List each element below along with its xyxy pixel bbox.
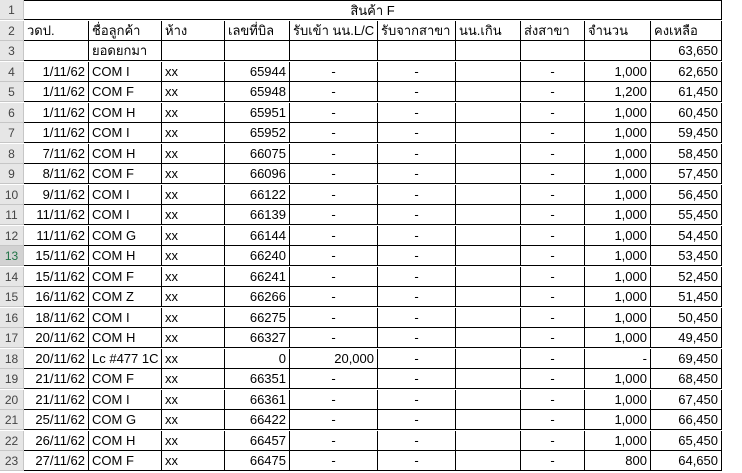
data-cell[interactable]: 26/11/62 <box>24 431 89 451</box>
data-cell[interactable]: - <box>290 369 378 389</box>
data-cell[interactable]: xx <box>162 62 225 82</box>
data-cell[interactable]: xx <box>162 144 225 164</box>
cell[interactable] <box>24 41 89 61</box>
sheet-row <box>0 185 742 205</box>
data-cell[interactable]: COM F <box>89 164 162 184</box>
data-cell[interactable]: xx <box>162 369 225 389</box>
data-cell[interactable]: 1,000 <box>585 390 651 410</box>
data-cell[interactable]: - <box>290 246 378 266</box>
cell[interactable] <box>162 41 225 61</box>
header-cell[interactable]: รับเข้า นน.L/C <box>290 21 378 41</box>
data-cell[interactable] <box>456 144 521 164</box>
row-header[interactable]: 20 <box>0 390 24 410</box>
data-cell[interactable]: - <box>290 123 378 143</box>
sheet-row <box>0 431 742 451</box>
data-cell[interactable]: 20,000 <box>290 349 378 369</box>
sheet-row <box>0 41 742 61</box>
data-cell[interactable] <box>456 287 521 307</box>
row-header[interactable]: 18 <box>0 349 24 369</box>
data-cell[interactable]: 59,450 <box>651 123 722 143</box>
data-cell[interactable]: COM F <box>89 267 162 287</box>
header-cell[interactable]: จำนวน <box>585 21 651 41</box>
data-cell[interactable]: - <box>290 390 378 410</box>
data-cell[interactable]: 66139 <box>225 205 290 225</box>
row-header[interactable]: 4 <box>0 62 24 82</box>
data-cell[interactable]: COM I <box>89 308 162 328</box>
data-cell[interactable]: - <box>290 451 378 471</box>
sheet-row <box>0 144 742 164</box>
data-cell[interactable]: Lc #477 1C <box>89 349 162 369</box>
data-cell[interactable] <box>456 349 521 369</box>
data-cell[interactable]: 25/11/62 <box>24 410 89 430</box>
sheet-row <box>0 62 742 82</box>
data-cell[interactable]: COM I <box>89 205 162 225</box>
data-cell[interactable]: 51,450 <box>651 287 722 307</box>
data-cell[interactable]: 49,450 <box>651 328 722 348</box>
data-cell[interactable]: 55,450 <box>651 205 722 225</box>
data-cell[interactable]: - <box>521 287 585 307</box>
data-cell[interactable]: - <box>378 308 456 328</box>
data-cell[interactable]: 20/11/62 <box>24 328 89 348</box>
data-cell[interactable]: 1,000 <box>585 164 651 184</box>
data-cell[interactable]: 1/11/62 <box>24 82 89 102</box>
row-header[interactable]: 22 <box>0 431 24 451</box>
data-cell[interactable]: 1,000 <box>585 185 651 205</box>
sheet-row <box>0 410 742 430</box>
data-cell[interactable]: 1/11/62 <box>24 103 89 123</box>
data-cell[interactable]: - <box>521 308 585 328</box>
data-cell[interactable]: - <box>290 164 378 184</box>
data-cell[interactable]: 27/11/62 <box>24 451 89 471</box>
row-header[interactable]: 2 <box>0 21 24 41</box>
row-header[interactable]: 1 <box>0 0 24 20</box>
data-cell[interactable] <box>456 62 521 82</box>
row-header[interactable]: 15 <box>0 287 24 307</box>
row-header[interactable]: 13 <box>0 246 24 266</box>
data-cell[interactable]: - <box>378 349 456 369</box>
data-cell[interactable]: 66240 <box>225 246 290 266</box>
data-cell[interactable]: 1,000 <box>585 308 651 328</box>
data-cell[interactable]: 66266 <box>225 287 290 307</box>
data-cell[interactable]: xx <box>162 451 225 471</box>
data-cell[interactable]: - <box>521 369 585 389</box>
data-cell[interactable] <box>456 103 521 123</box>
data-cell[interactable]: - <box>378 144 456 164</box>
data-cell[interactable] <box>456 451 521 471</box>
sheet-row <box>0 390 742 410</box>
data-cell[interactable]: 0 <box>225 349 290 369</box>
data-cell[interactable]: COM G <box>89 226 162 246</box>
data-cell[interactable]: - <box>290 185 378 205</box>
data-cell[interactable] <box>456 390 521 410</box>
data-cell[interactable]: 66122 <box>225 185 290 205</box>
data-cell[interactable]: - <box>521 226 585 246</box>
data-cell[interactable]: - <box>378 164 456 184</box>
data-cell[interactable]: COM Z <box>89 287 162 307</box>
data-cell[interactable]: COM F <box>89 451 162 471</box>
row-header[interactable]: 23 <box>0 451 24 471</box>
data-cell[interactable]: xx <box>162 164 225 184</box>
data-cell[interactable]: xx <box>162 185 225 205</box>
data-cell[interactable]: - <box>521 246 585 266</box>
data-cell[interactable]: xx <box>162 205 225 225</box>
sheet-row <box>0 205 742 225</box>
data-cell[interactable]: - <box>585 349 651 369</box>
sheet-row <box>0 369 742 389</box>
data-cell[interactable]: 1,000 <box>585 62 651 82</box>
data-cell[interactable]: 66475 <box>225 451 290 471</box>
data-cell[interactable]: - <box>521 123 585 143</box>
data-cell[interactable]: 15/11/62 <box>24 246 89 266</box>
data-cell[interactable]: xx <box>162 226 225 246</box>
data-cell[interactable]: - <box>378 410 456 430</box>
data-cell[interactable]: - <box>378 185 456 205</box>
row-header[interactable]: 16 <box>0 308 24 328</box>
sheet-row <box>0 21 742 41</box>
sheet-row <box>0 226 742 246</box>
cell[interactable] <box>456 41 521 61</box>
data-cell[interactable]: - <box>378 103 456 123</box>
data-cell[interactable]: - <box>290 328 378 348</box>
data-cell[interactable]: COM H <box>89 431 162 451</box>
data-cell[interactable]: - <box>290 82 378 102</box>
data-cell[interactable]: 1,000 <box>585 123 651 143</box>
data-cell[interactable]: xx <box>162 308 225 328</box>
data-cell[interactable]: 11/11/62 <box>24 226 89 246</box>
data-cell[interactable]: xx <box>162 267 225 287</box>
data-cell[interactable]: - <box>521 451 585 471</box>
data-cell[interactable]: - <box>521 390 585 410</box>
data-cell[interactable]: - <box>521 185 585 205</box>
data-cell[interactable]: xx <box>162 410 225 430</box>
data-cell[interactable]: 66327 <box>225 328 290 348</box>
header-cell[interactable]: วดป. <box>24 21 89 41</box>
sheet-row <box>0 164 742 184</box>
data-cell[interactable]: xx <box>162 349 225 369</box>
sheet-row <box>0 0 742 20</box>
data-cell[interactable]: 66144 <box>225 226 290 246</box>
data-cell[interactable]: 1,000 <box>585 410 651 430</box>
data-cell[interactable]: 68,450 <box>651 369 722 389</box>
data-cell[interactable]: 56,450 <box>651 185 722 205</box>
row-header[interactable]: 19 <box>0 369 24 389</box>
data-cell[interactable]: 66361 <box>225 390 290 410</box>
data-cell[interactable]: 1/11/62 <box>24 62 89 82</box>
sheet-row <box>0 287 742 307</box>
data-cell[interactable]: 65952 <box>225 123 290 143</box>
cell[interactable] <box>521 41 585 61</box>
data-cell[interactable]: 1,200 <box>585 82 651 102</box>
data-cell[interactable]: 66422 <box>225 410 290 430</box>
sheet-row <box>0 246 742 266</box>
data-cell[interactable]: - <box>521 431 585 451</box>
data-cell[interactable]: COM F <box>89 82 162 102</box>
data-cell[interactable]: 65951 <box>225 103 290 123</box>
data-cell[interactable] <box>456 328 521 348</box>
row-header[interactable]: 12 <box>0 226 24 246</box>
row-header[interactable]: 9 <box>0 164 24 184</box>
sheet-row <box>0 82 742 102</box>
data-cell[interactable]: xx <box>162 328 225 348</box>
data-cell[interactable]: - <box>521 82 585 102</box>
data-cell[interactable]: - <box>290 267 378 287</box>
sheet-row <box>0 349 742 369</box>
data-cell[interactable]: - <box>290 62 378 82</box>
row-header[interactable]: 11 <box>0 205 24 225</box>
data-cell[interactable] <box>456 185 521 205</box>
data-cell[interactable]: 7/11/62 <box>24 144 89 164</box>
data-cell[interactable]: 20/11/62 <box>24 349 89 369</box>
data-cell[interactable]: - <box>290 308 378 328</box>
data-cell[interactable]: 1,000 <box>585 205 651 225</box>
sheet-row <box>0 123 742 143</box>
row-header[interactable]: 6 <box>0 103 24 123</box>
header-cell[interactable]: ส่งสาขา <box>521 21 585 41</box>
data-cell[interactable]: - <box>521 103 585 123</box>
data-cell[interactable]: xx <box>162 123 225 143</box>
header-cell[interactable]: คงเหลือ <box>651 21 722 41</box>
data-cell[interactable]: 66241 <box>225 267 290 287</box>
data-cell[interactable]: 8/11/62 <box>24 164 89 184</box>
data-cell[interactable]: 15/11/62 <box>24 267 89 287</box>
data-cell[interactable] <box>456 164 521 184</box>
data-cell[interactable]: - <box>378 123 456 143</box>
title-cell[interactable]: สินค้า F <box>24 0 722 20</box>
sheet-row <box>0 308 742 328</box>
header-cell[interactable]: ชื่อลูกค้า <box>89 21 162 41</box>
data-cell[interactable] <box>456 82 521 102</box>
data-cell[interactable]: 66275 <box>225 308 290 328</box>
sheet-row <box>0 328 742 348</box>
data-cell[interactable]: 67,450 <box>651 390 722 410</box>
data-cell[interactable]: COM I <box>89 123 162 143</box>
data-cell[interactable]: - <box>521 328 585 348</box>
data-cell[interactable]: COM I <box>89 390 162 410</box>
row-header[interactable]: 14 <box>0 267 24 287</box>
data-cell[interactable]: 66457 <box>225 431 290 451</box>
data-cell[interactable]: 16/11/62 <box>24 287 89 307</box>
data-cell[interactable]: - <box>521 164 585 184</box>
data-cell[interactable]: 52,450 <box>651 267 722 287</box>
data-cell[interactable]: 66,450 <box>651 410 722 430</box>
data-cell[interactable]: xx <box>162 390 225 410</box>
data-cell[interactable]: COM H <box>89 103 162 123</box>
row-header[interactable]: 17 <box>0 328 24 348</box>
cell[interactable] <box>585 41 651 61</box>
data-cell[interactable]: - <box>378 205 456 225</box>
data-cell[interactable]: - <box>378 226 456 246</box>
data-cell[interactable]: 64,650 <box>651 451 722 471</box>
data-cell[interactable]: - <box>378 431 456 451</box>
data-cell[interactable]: 50,450 <box>651 308 722 328</box>
data-cell[interactable]: - <box>290 410 378 430</box>
data-cell[interactable]: 66075 <box>225 144 290 164</box>
row-header[interactable]: 3 <box>0 41 24 61</box>
sheet-row <box>0 103 742 123</box>
data-cell[interactable]: - <box>521 349 585 369</box>
data-cell[interactable] <box>456 205 521 225</box>
header-cell[interactable]: เลขที่บิล <box>225 21 290 41</box>
data-cell[interactable]: 1,000 <box>585 246 651 266</box>
data-cell[interactable]: 18/11/62 <box>24 308 89 328</box>
row-header[interactable]: 10 <box>0 185 24 205</box>
data-cell[interactable]: - <box>290 287 378 307</box>
header-cell[interactable]: ห้าง <box>162 21 225 41</box>
data-cell[interactable]: 57,450 <box>651 164 722 184</box>
data-cell[interactable] <box>456 308 521 328</box>
data-cell[interactable]: 69,450 <box>651 349 722 369</box>
data-cell[interactable]: 1,000 <box>585 369 651 389</box>
data-cell[interactable]: - <box>378 82 456 102</box>
data-cell[interactable]: COM H <box>89 328 162 348</box>
data-cell[interactable]: 58,450 <box>651 144 722 164</box>
data-cell[interactable]: 66351 <box>225 369 290 389</box>
data-cell[interactable]: 21/11/62 <box>24 390 89 410</box>
data-cell[interactable]: - <box>378 267 456 287</box>
data-cell[interactable]: 1,000 <box>585 328 651 348</box>
data-cell[interactable]: 11/11/62 <box>24 205 89 225</box>
data-cell[interactable]: - <box>290 226 378 246</box>
data-cell[interactable]: - <box>290 205 378 225</box>
cell[interactable] <box>378 41 456 61</box>
data-cell[interactable]: 65948 <box>225 82 290 102</box>
data-cell[interactable]: 800 <box>585 451 651 471</box>
data-cell[interactable]: - <box>521 144 585 164</box>
data-cell[interactable]: - <box>378 246 456 266</box>
data-cell[interactable] <box>456 431 521 451</box>
data-cell[interactable]: xx <box>162 287 225 307</box>
data-cell[interactable]: - <box>521 267 585 287</box>
cell[interactable] <box>225 41 290 61</box>
data-cell[interactable]: - <box>378 287 456 307</box>
row-header[interactable]: 7 <box>0 123 24 143</box>
row-header[interactable]: 8 <box>0 144 24 164</box>
data-cell[interactable]: xx <box>162 82 225 102</box>
data-cell[interactable]: - <box>378 451 456 471</box>
data-cell[interactable]: - <box>290 103 378 123</box>
data-cell[interactable] <box>456 410 521 430</box>
data-cell[interactable]: 1,000 <box>585 267 651 287</box>
data-cell[interactable]: 21/11/62 <box>24 369 89 389</box>
data-cell[interactable]: COM I <box>89 185 162 205</box>
data-cell[interactable]: 1,000 <box>585 144 651 164</box>
data-cell[interactable]: xx <box>162 431 225 451</box>
data-cell[interactable]: - <box>521 62 585 82</box>
data-cell[interactable]: COM H <box>89 246 162 266</box>
data-cell[interactable]: 62,650 <box>651 62 722 82</box>
data-cell[interactable]: - <box>521 205 585 225</box>
opening-label-cell[interactable]: ยอดยกมา <box>89 41 162 61</box>
header-cell[interactable]: นน.เกิน <box>456 21 521 41</box>
data-cell[interactable]: COM G <box>89 410 162 430</box>
data-cell[interactable]: 65,450 <box>651 431 722 451</box>
data-cell[interactable]: xx <box>162 103 225 123</box>
data-cell[interactable]: 61,450 <box>651 82 722 102</box>
data-cell[interactable]: 54,450 <box>651 226 722 246</box>
opening-balance-cell[interactable]: 63,650 <box>651 41 722 61</box>
data-cell[interactable]: - <box>378 390 456 410</box>
data-cell[interactable] <box>456 226 521 246</box>
data-cell[interactable] <box>456 123 521 143</box>
data-cell[interactable]: - <box>521 410 585 430</box>
data-cell[interactable]: 1,000 <box>585 103 651 123</box>
cell[interactable] <box>290 41 378 61</box>
data-cell[interactable] <box>456 369 521 389</box>
data-cell[interactable]: COM F <box>89 369 162 389</box>
data-cell[interactable]: - <box>290 431 378 451</box>
data-cell[interactable]: - <box>378 62 456 82</box>
data-cell[interactable]: 60,450 <box>651 103 722 123</box>
data-cell[interactable]: 66096 <box>225 164 290 184</box>
data-cell[interactable]: 1,000 <box>585 287 651 307</box>
data-cell[interactable]: 1/11/62 <box>24 123 89 143</box>
row-header[interactable]: 5 <box>0 82 24 102</box>
data-cell[interactable]: 1,000 <box>585 431 651 451</box>
data-cell[interactable]: - <box>378 369 456 389</box>
data-cell[interactable]: COM H <box>89 144 162 164</box>
data-cell[interactable]: 65944 <box>225 62 290 82</box>
data-cell[interactable]: 53,450 <box>651 246 722 266</box>
header-cell[interactable]: รับจากสาขา <box>378 21 456 41</box>
row-header[interactable]: 21 <box>0 410 24 430</box>
data-cell[interactable]: COM I <box>89 62 162 82</box>
data-cell[interactable] <box>456 267 521 287</box>
data-cell[interactable]: - <box>378 328 456 348</box>
sheet-row <box>0 451 742 471</box>
sheet-row <box>0 267 742 287</box>
data-cell[interactable]: 1,000 <box>585 226 651 246</box>
data-cell[interactable]: xx <box>162 246 225 266</box>
data-cell[interactable] <box>456 246 521 266</box>
data-cell[interactable]: - <box>290 144 378 164</box>
data-cell[interactable]: 9/11/62 <box>24 185 89 205</box>
